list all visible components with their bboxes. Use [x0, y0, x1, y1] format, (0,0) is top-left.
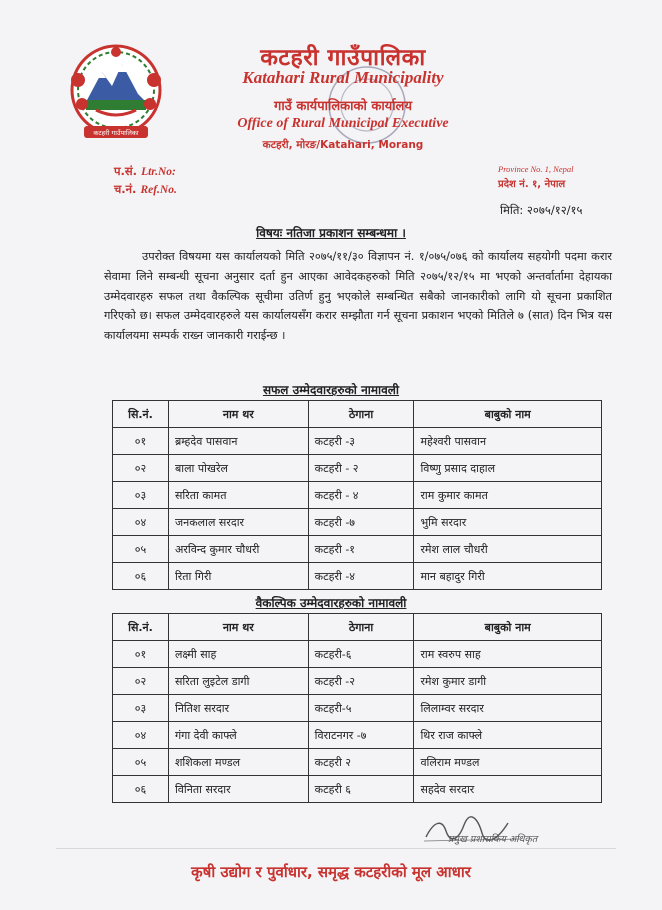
cell-sn: ०२ — [113, 668, 169, 695]
table-header-row — [113, 614, 602, 641]
cell-name: रिता गिरी — [168, 563, 308, 590]
cell-father: लिलाम्वर सरदार — [414, 695, 602, 722]
cell-father: महेश्वरी पासवान — [414, 428, 602, 455]
table-row — [113, 536, 602, 563]
table-row — [113, 482, 602, 509]
table-row — [113, 563, 602, 590]
cell-address: कटहरी -४ — [308, 563, 414, 590]
cell-name: गंगा देवी काफ्ले — [168, 722, 308, 749]
cell-name: बाला पोखरेल — [168, 455, 308, 482]
footer-divider — [56, 848, 616, 849]
successful-table-title: सफल उम्मेदवारहरुको नामावली — [262, 383, 400, 397]
cell-address: कटहरी - ४ — [308, 482, 414, 509]
alternate-candidates-table — [112, 613, 602, 803]
table-row — [113, 722, 602, 749]
cell-sn: ०३ — [113, 482, 169, 509]
reference-number-nepali: च.नं. — [114, 182, 137, 196]
cell-address: कटहरी-६ — [308, 641, 414, 668]
cell-sn: ०५ — [113, 536, 169, 563]
cell-name: शशिकला मण्डल — [168, 749, 308, 776]
table-row — [113, 455, 602, 482]
table-row — [113, 776, 602, 803]
successful-candidates-table — [112, 400, 602, 590]
cell-father: भुमि सरदार — [414, 509, 602, 536]
reference-number-english: Ref.No. — [140, 184, 177, 196]
cell-name: सरिता लुइटेल डागी — [168, 668, 308, 695]
cell-name: विनिता सरदार — [168, 776, 308, 803]
cell-name: ब्रम्हदेव पासवान — [168, 428, 308, 455]
col-header-father: बाबुको नाम — [414, 401, 602, 428]
col-header-sn: सि.नं. — [113, 614, 169, 641]
cell-sn: ०३ — [113, 695, 169, 722]
office-address: कटहरी, मोरङ/Katahari, Morang — [262, 139, 424, 151]
cell-name: सरिता कामत — [168, 482, 308, 509]
col-header-father: बाबुको नाम — [414, 614, 602, 641]
footer-slogan: कृषी उद्योग र पुर्वाधार, समृद्ध कटहरीको मूल आधार — [191, 863, 471, 881]
cell-sn: ०६ — [113, 776, 169, 803]
cell-name: लक्ष्मी साह — [168, 641, 308, 668]
table-row — [113, 509, 602, 536]
cell-address: कटहरी -३ — [308, 428, 414, 455]
notice-body: उपरोक्त विषयमा यस कार्यालयको मिति २०७५/११/३० विज्ञापन नं. १/०७५/०७६ को कार्यालय सहयोगी पदमा करार सेवामा लिने सम्बन्धी सूचना अनुसार दर्ता हुन आएका आवेदकहरुको मिति २०७५/१२/१५ मा भएको अन्तर्वार्तामा देहायका उम्मेदवारहरु सफल तथा वैकल्पिक सूचीमा उतिर्ण हुनु भएकोले सम्बन्धित सबैको जानकारीको लागि यो सूचना प्रकाशित गरिएको छ। सफल उम्मेदवारहरुले यस कार्यालयसँग करार सम्झौता गर्न सूचना प्रकाशन भएको मितिले ७ (सात) दिन भित्र यस कार्यालयमा सम्पर्क राख्न जानकारी गराईन्छ । — [104, 250, 612, 343]
cell-father: मान बहादुर गिरी — [414, 563, 602, 590]
cell-sn: ०४ — [113, 722, 169, 749]
cell-father: वलिराम मण्डल — [414, 749, 602, 776]
cell-father: राम स्वरुप साह — [414, 641, 602, 668]
col-header-address: ठेगाना — [308, 614, 414, 641]
cell-sn: ०२ — [113, 455, 169, 482]
table-row — [113, 749, 602, 776]
table-row — [113, 695, 602, 722]
table-row — [113, 428, 602, 455]
cell-father: सहदेव सरदार — [414, 776, 602, 803]
cell-address: कटहरी -१ — [308, 536, 414, 563]
col-header-name: नाम थर — [168, 401, 308, 428]
table-header-row — [113, 401, 602, 428]
municipality-name-english: Katahari Rural Municipality — [242, 68, 444, 87]
cell-address: विराटनगर -७ — [308, 722, 414, 749]
cell-father: थिर राज काफ्ले — [414, 722, 602, 749]
notice-subject-text: विषयः नतिजा प्रकाशन सम्बन्धमा । — [256, 226, 406, 240]
cell-sn: ०१ — [113, 428, 169, 455]
cell-address: कटहरी ६ — [308, 776, 414, 803]
letter-number-nepali: प.सं. — [114, 164, 138, 178]
notice-date: मिति: २०७५/१२/१५ — [500, 203, 583, 217]
cell-sn: ०१ — [113, 641, 169, 668]
cell-address: कटहरी-५ — [308, 695, 414, 722]
cell-sn: ०५ — [113, 749, 169, 776]
col-header-sn: सि.नं. — [113, 401, 169, 428]
municipality-emblem-icon — [62, 42, 170, 142]
cell-father: राम कुमार कामत — [414, 482, 602, 509]
cell-address: कटहरी -२ — [308, 668, 414, 695]
cell-sn: ०६ — [113, 563, 169, 590]
office-name-nepali: गाउँ कार्यपालिकाको कार्यालय — [274, 99, 412, 114]
cell-address: कटहरी -७ — [308, 509, 414, 536]
cell-sn: ०४ — [113, 509, 169, 536]
letter-number-english: Ltr.No: — [141, 166, 176, 178]
col-header-address: ठेगाना — [308, 401, 414, 428]
table-row — [113, 668, 602, 695]
cell-father: विष्णु प्रसाद दाहाल — [414, 455, 602, 482]
municipality-name-nepali: कटहरी गाउँपालिका — [260, 45, 426, 71]
province-english: Province No. 1, Nepal — [498, 164, 574, 174]
col-header-name: नाम थर — [168, 614, 308, 641]
cell-name: जनकलाल सरदार — [168, 509, 308, 536]
alternate-table-title: वैकल्पिक उम्मेदवारहरुको नामावली — [255, 596, 407, 610]
emblem-ribbon-text: कटहरी गाउँपालिका — [93, 129, 139, 137]
notice-subject — [0, 224, 662, 241]
cell-name: नितिश सरदार — [168, 695, 308, 722]
cell-address: कटहरी - २ — [308, 455, 414, 482]
cell-name: अरविन्द कुमार चौधरी — [168, 536, 308, 563]
cell-address: कटहरी २ — [308, 749, 414, 776]
reference-number-label — [114, 182, 177, 197]
cell-father: रमेश लाल चौधरी — [414, 536, 602, 563]
cell-father: रमेश कुमार डागी — [414, 668, 602, 695]
letter-number-label — [114, 164, 176, 179]
signatory-title: प्रमुख प्रशासकिय अधिकृत — [448, 834, 538, 845]
province-nepali: प्रदेश नं. १, नेपाल — [498, 179, 566, 190]
office-name-english: Office of Rural Municipal Executive — [237, 116, 449, 131]
table-row — [113, 641, 602, 668]
